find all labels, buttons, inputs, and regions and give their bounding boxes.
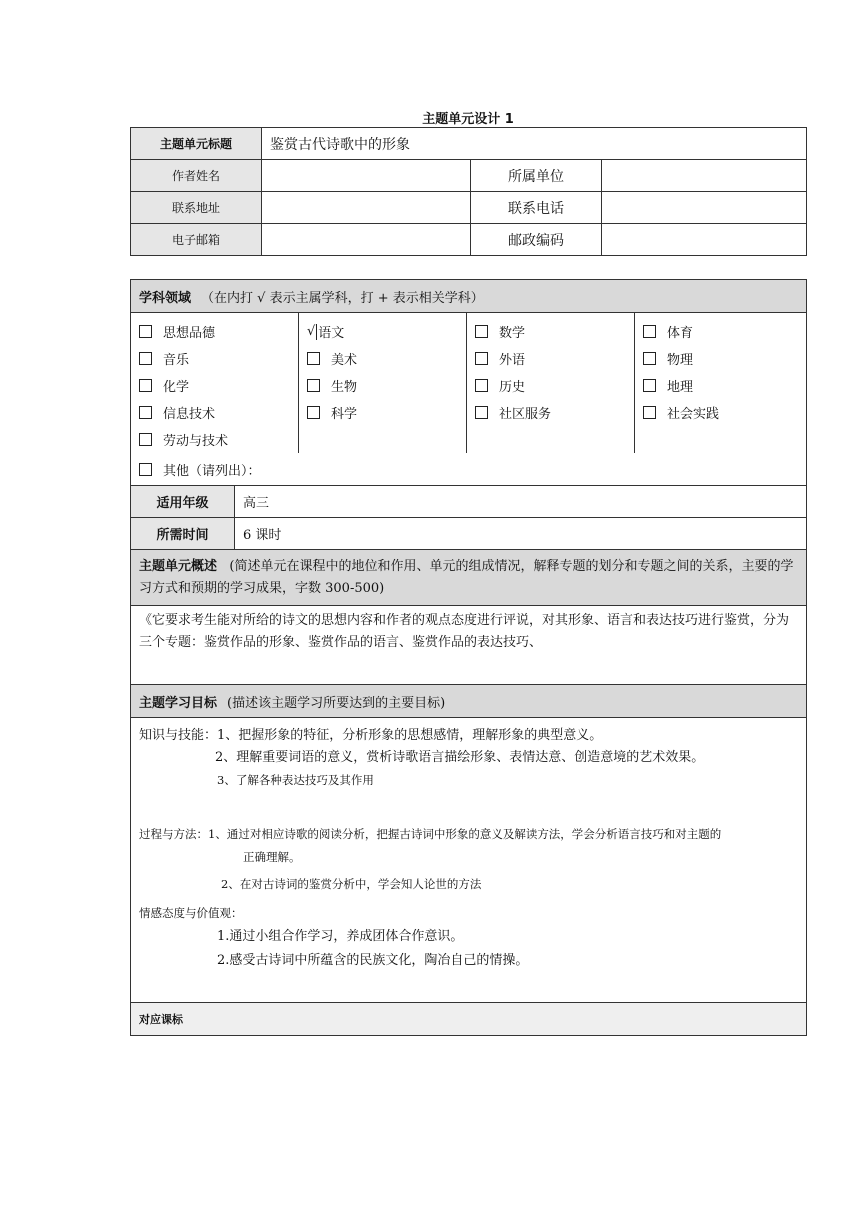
info-table (130, 127, 807, 256)
subject-name: 外语 (499, 353, 526, 368)
checkbox[interactable] (643, 379, 656, 392)
emotion-line-1: 1.通过小组合作学习，养成团体合作意识。 (217, 929, 464, 944)
checkbox[interactable] (307, 406, 320, 419)
checkbox[interactable] (307, 352, 320, 365)
checkbox[interactable] (139, 325, 152, 338)
time-value[interactable]: 6 课时 (243, 528, 282, 543)
subject-name: 语文 (318, 326, 345, 341)
author-value[interactable] (262, 160, 471, 192)
subject-item[interactable] (635, 345, 803, 372)
subject-item[interactable] (299, 399, 466, 426)
subject-column (299, 313, 467, 453)
grade-value[interactable]: 高三 (243, 496, 270, 511)
subject-item[interactable] (299, 345, 466, 372)
subject-item[interactable] (635, 372, 803, 399)
subject-desc: （在内打 √ 表示主属学科，打 + 表示相关学科） (201, 290, 484, 306)
knowledge-line-1: 知识与技能：1、把握形象的特征，分析形象的思想感情，理解形象的典型意义。 (139, 728, 603, 743)
subject-item[interactable] (131, 399, 298, 426)
time-label: 所需时间 (131, 518, 235, 549)
unit-value[interactable] (602, 160, 807, 192)
subject-column (467, 313, 635, 453)
email-label: 电子邮箱 (131, 224, 262, 256)
subject-header (131, 280, 806, 313)
author-label: 作者姓名 (131, 160, 262, 192)
knowledge-line-2: 2、理解重要词语的意义，赏析诗歌语言描绘形象、表情达意、创造意境的艺术效果。 (215, 750, 705, 765)
grade-row (131, 486, 806, 518)
overview-label: 主题单元概述 (139, 559, 218, 574)
subject-name: 化学 (163, 380, 190, 395)
subject-name: 音乐 (163, 353, 190, 368)
checkbox[interactable] (475, 352, 488, 365)
process-line-2: 2、在对古诗词的鉴赏分析中，学会知人论世的方法 (221, 877, 482, 891)
check-mark-icon[interactable]: √ (307, 324, 316, 339)
subject-grid (131, 313, 806, 453)
subject-item[interactable] (467, 372, 634, 399)
goals-desc: (描述该主题学习所要达到的主要目标) (227, 695, 446, 711)
subject-name: 信息技术 (163, 407, 216, 422)
subject-name: 物理 (667, 353, 694, 368)
unit-label: 所属单位 (471, 160, 602, 192)
zip-value[interactable] (602, 224, 807, 256)
subject-name: 生物 (331, 380, 358, 395)
email-value[interactable] (262, 224, 471, 256)
subject-name: 社会实践 (667, 407, 720, 422)
subject-item[interactable] (467, 318, 634, 345)
other-subject-row[interactable] (131, 453, 806, 486)
phone-label: 联系电话 (471, 192, 602, 224)
subject-item[interactable] (635, 318, 803, 345)
overview-content[interactable]: 《它要求考生能对所给的诗文的思想内容和作者的观点态度进行评说，对其形象、语言和表达技巧进行鉴赏，分为三个专题：鉴赏作品的形象、鉴赏作品的语言、鉴赏作品的表达技巧、 (131, 606, 806, 685)
address-value[interactable] (262, 192, 471, 224)
subject-item[interactable] (131, 318, 298, 345)
time-row (131, 518, 806, 550)
subject-name: 思想品德 (163, 326, 216, 341)
subject-name: 体育 (667, 326, 694, 341)
goals-label: 主题学习目标 (139, 695, 218, 711)
checkbox[interactable] (139, 406, 152, 419)
process-line-1b: 正确理解。 (243, 850, 301, 864)
title-label: 主题单元标题 (131, 128, 262, 160)
subject-item[interactable] (635, 399, 803, 426)
page-title: 主题单元设计 1 (422, 112, 514, 127)
subject-item[interactable] (299, 372, 466, 399)
title-value[interactable]: 鉴赏古代诗歌中的形象 (262, 128, 807, 160)
subject-column (131, 313, 299, 453)
checkbox[interactable] (139, 379, 152, 392)
checkbox[interactable] (475, 379, 488, 392)
subject-name: 美术 (331, 353, 358, 368)
knowledge-line-3: 3、了解各种表达技巧及其作用 (217, 773, 374, 787)
checkbox[interactable] (643, 352, 656, 365)
overview-desc: (简述单元在课程中的地位和作用、单元的组成情况，解释专题的划分和专题之间的关系，主要的学习方式和预期的学习成果，字数 300-500) (139, 559, 794, 596)
subject-name: 历史 (499, 380, 526, 395)
subject-name: 社区服务 (499, 407, 552, 422)
address-label: 联系地址 (131, 192, 262, 224)
overview-header (131, 550, 806, 606)
checkbox[interactable] (139, 433, 152, 446)
checkbox[interactable] (475, 325, 488, 338)
zip-label: 邮政编码 (471, 224, 602, 256)
emotion-label: 情感态度与价值观： (139, 906, 243, 920)
grade-label: 适用年级 (131, 486, 235, 517)
phone-value[interactable] (602, 192, 807, 224)
checkbox[interactable] (307, 379, 320, 392)
goals-header (131, 685, 806, 718)
subject-item[interactable] (467, 399, 634, 426)
other-subject-label: 其他（请列出）： (163, 463, 261, 479)
subject-name: 劳动与技术 (163, 434, 229, 449)
subject-name: 数学 (499, 326, 526, 341)
goals-content[interactable] (131, 718, 806, 1003)
checkbox[interactable] (643, 325, 656, 338)
subject-item[interactable] (467, 345, 634, 372)
subject-item-checked[interactable] (299, 318, 466, 345)
standard-label: 对应课标 (139, 1013, 183, 1026)
subject-name: 地理 (667, 380, 694, 395)
checkbox[interactable] (139, 463, 152, 476)
standard-row (131, 1003, 806, 1035)
checkbox[interactable] (139, 352, 152, 365)
subject-label: 学科领域 (139, 290, 192, 306)
checkbox[interactable] (643, 406, 656, 419)
subject-item[interactable] (131, 426, 298, 453)
subject-item[interactable] (131, 372, 298, 399)
subject-column (635, 313, 803, 453)
subject-name: 科学 (331, 407, 358, 422)
emotion-line-2: 2.感受古诗词中所蕴含的民族文化，陶冶自己的情操。 (217, 953, 529, 968)
design-form (130, 279, 807, 1036)
checkbox[interactable] (475, 406, 488, 419)
process-line-1: 过程与方法：1、通过对相应诗歌的阅读分析，把握古诗词中形象的意义及解读方法，学会分析语言技巧和对主题的 (139, 827, 722, 841)
subject-item[interactable] (131, 345, 298, 372)
